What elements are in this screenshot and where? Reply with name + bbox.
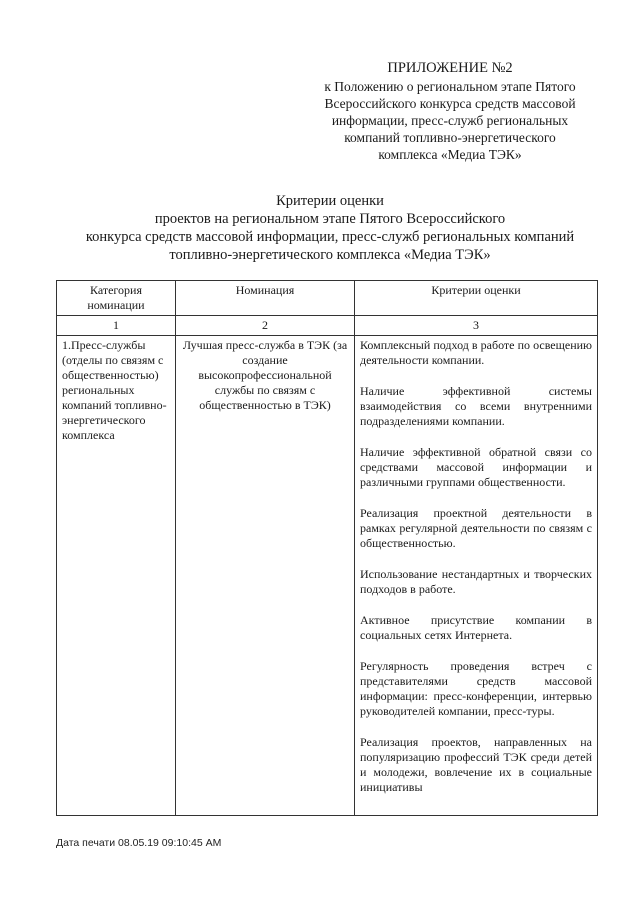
header-nomination: Номинация bbox=[176, 281, 355, 316]
criteria-table bbox=[56, 280, 598, 816]
appendix-line: к Положению о региональном этапе Пятого bbox=[324, 79, 576, 94]
title-line: Критерии оценки bbox=[276, 193, 384, 209]
category-cell: 1.Пресс-службы (отделы по связям с общественностью) региональных компаний топливно-энергетического комплекса bbox=[57, 336, 176, 816]
header-category: Категория номинации bbox=[57, 281, 176, 316]
table-header-row bbox=[57, 281, 598, 316]
column-number: 1 bbox=[57, 316, 176, 336]
appendix-line: комплекса «Медиа ТЭК» bbox=[378, 147, 522, 162]
nomination-cell: Лучшая пресс-служба в ТЭК (за создание высокопрофессиональной службы по связям с общественностью в ТЭК) bbox=[176, 336, 355, 816]
column-number: 2 bbox=[176, 316, 355, 336]
appendix-title: ПРИЛОЖЕНИЕ №2 bbox=[387, 60, 513, 76]
print-date: Дата печати 08.05.19 09:10:45 AM bbox=[56, 837, 222, 849]
title-line: конкурса средств массовой информации, пресс-служб региональных компаний bbox=[85, 229, 575, 245]
table-row bbox=[57, 336, 598, 816]
header-criteria: Критерии оценки bbox=[355, 281, 598, 316]
column-number: 3 bbox=[355, 316, 598, 336]
criterion-item: Реализация проектов, направленных на популяризацию профессий ТЭК среди детей и молодежи, вовлечение их в социальные инициативы bbox=[360, 735, 592, 794]
column-number-row bbox=[57, 316, 598, 336]
title-line: топливно-энергетического комплекса «Медиа ТЭК» bbox=[169, 247, 491, 263]
appendix-line: Всероссийского конкурса средств массовой bbox=[324, 96, 576, 111]
criterion-item: Активное присутствие компании в социальных сетях Интернета. bbox=[360, 613, 592, 642]
appendix-header bbox=[300, 60, 600, 163]
criterion-item: Наличие эффективной обратной связи со средствами массовой информации и различными группами общественности. bbox=[360, 445, 592, 489]
criterion-item: Реализация проектной деятельности в рамках регулярной деятельности по связям с общественностью. bbox=[360, 506, 592, 550]
criterion-item: Комплексный подход в работе по освещению деятельности компании. bbox=[360, 338, 592, 367]
criterion-item: Использование нестандартных и творческих подходов в работе. bbox=[360, 567, 592, 596]
criteria-cell bbox=[355, 336, 598, 816]
appendix-line: компаний топливно-энергетического bbox=[344, 130, 556, 145]
criterion-item: Наличие эффективной системы взаимодействия со всеми внутренними подразделениями компании. bbox=[360, 384, 592, 428]
document-title bbox=[40, 192, 620, 264]
title-line: проектов на региональном этапе Пятого Всероссийского bbox=[154, 211, 506, 227]
criterion-item: Регулярность проведения встреч с представителями средств массовой информации: пресс-конференции, интервью руководителей компании, пресс-туры. bbox=[360, 659, 592, 718]
appendix-line: информации, пресс-служб региональных bbox=[331, 113, 569, 128]
